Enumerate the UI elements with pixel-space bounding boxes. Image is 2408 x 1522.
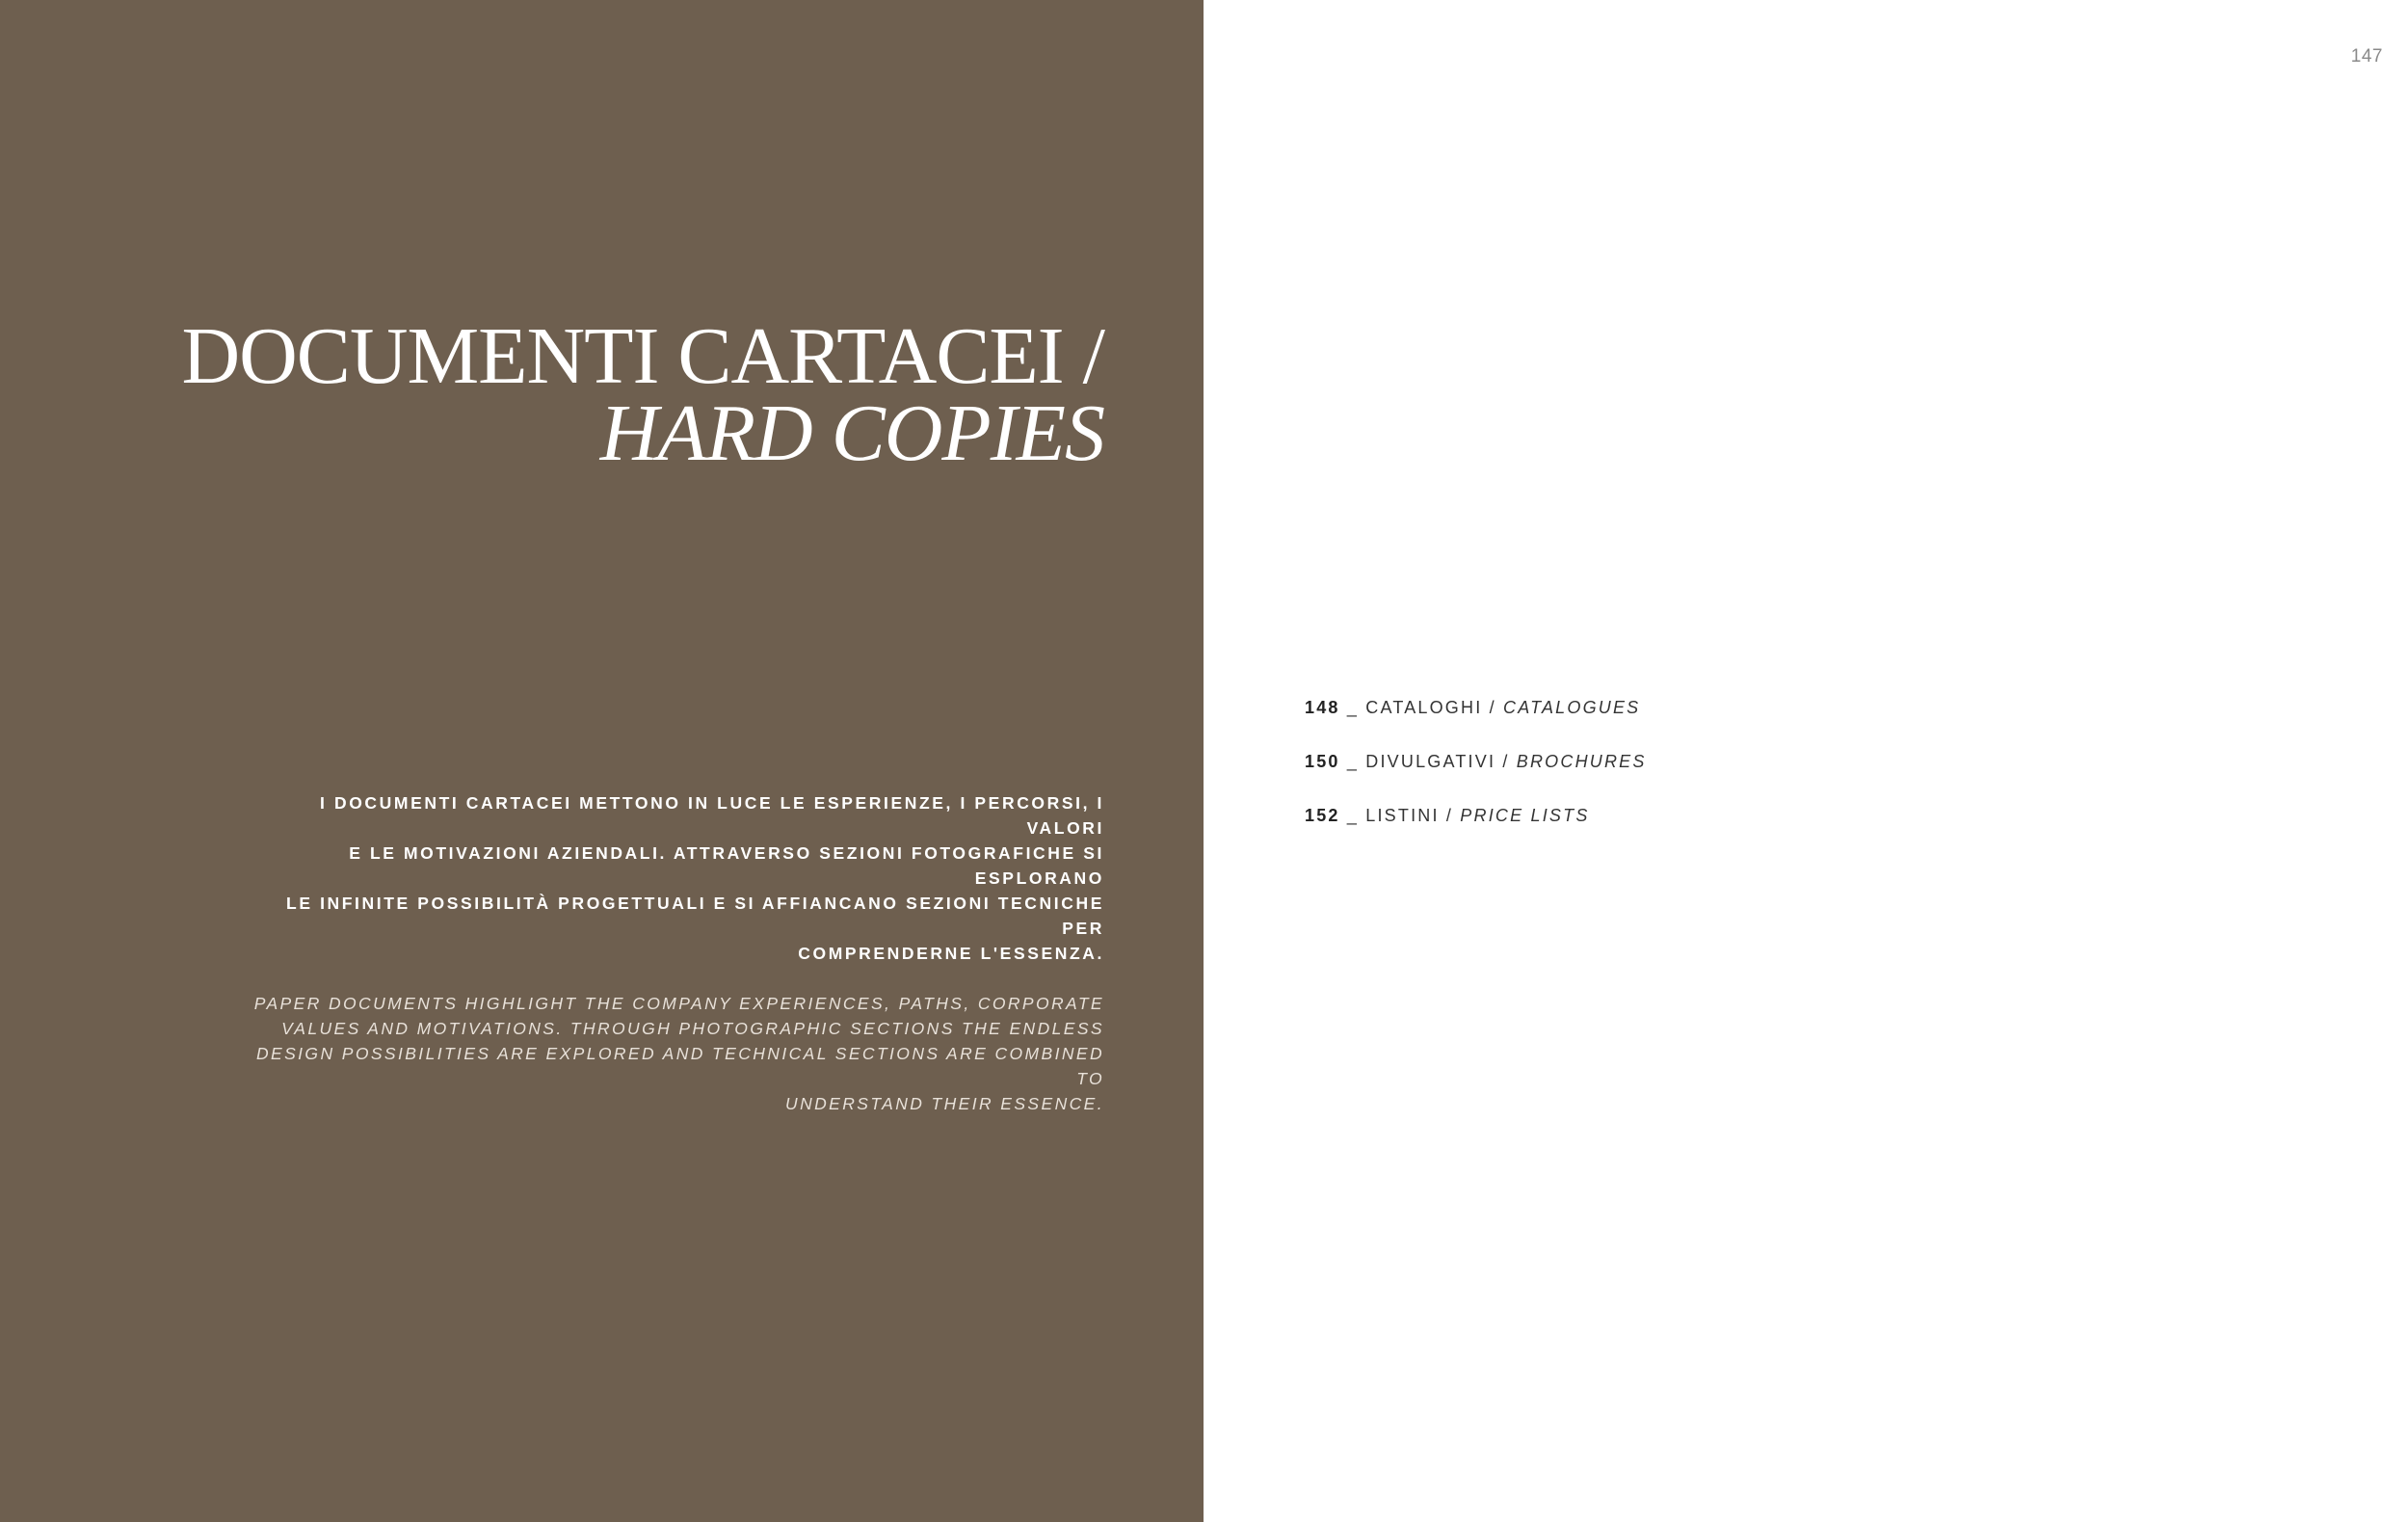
toc-separator: _: [1339, 698, 1366, 717]
toc-separator: _: [1339, 752, 1366, 771]
section-description: [237, 790, 1104, 1116]
right-page: [1204, 0, 2408, 1522]
description-english-line: DESIGN POSSIBILITIES ARE EXPLORED AND TECHNICAL SECTIONS ARE COMBINED TO: [255, 1044, 1104, 1088]
toc-label-italian: DIVULGATIVI: [1365, 752, 1496, 771]
toc-page-number: 150: [1305, 752, 1340, 771]
toc-separator: _: [1339, 806, 1366, 825]
description-english: [237, 991, 1104, 1116]
page-number: 147: [2350, 46, 2383, 67]
title-english: HARD COPIES: [599, 388, 1104, 478]
description-italian-line: I DOCUMENTI CARTACEI METTONO IN LUCE LE ESPERIENZE, I PERCORSI, I VALORI: [320, 793, 1104, 838]
description-italian-line: E LE MOTIVAZIONI AZIENDALI. ATTRAVERSO SEZIONI FOTOGRAFICHE SI ESPLORANO: [349, 843, 1104, 888]
toc-label-italian: CATALOGHI: [1365, 698, 1483, 717]
toc-slash: /: [1439, 806, 1461, 825]
toc-slash: /: [1495, 752, 1517, 771]
toc-label-english: PRICE LISTS: [1460, 806, 1590, 825]
description-italian-line: COMPRENDERNE L'ESSENZA.: [798, 944, 1104, 963]
description-italian-line: LE INFINITE POSSIBILITÀ PROGETTUALI E SI AFFIANCANO SEZIONI TECNICHE PER: [286, 894, 1104, 938]
description-english-line: PAPER DOCUMENTS HIGHLIGHT THE COMPANY EXPERIENCES, PATHS, CORPORATE: [253, 994, 1104, 1013]
section-title: [181, 311, 1104, 478]
toc-label-english: BROCHURES: [1516, 752, 1647, 771]
table-of-contents: [1305, 692, 1647, 854]
toc-label-italian: LISTINI: [1365, 806, 1440, 825]
toc-item-catalogues[interactable]: [1305, 692, 1647, 746]
description-english-line: UNDERSTAND THEIR ESSENCE.: [785, 1094, 1104, 1113]
title-italian: DOCUMENTI CARTACEI /: [181, 311, 1104, 401]
toc-page-number: 152: [1305, 806, 1340, 825]
toc-item-brochures[interactable]: [1305, 746, 1647, 800]
description-english-line: VALUES AND MOTIVATIONS. THROUGH PHOTOGRAPHIC SECTIONS THE ENDLESS: [281, 1019, 1104, 1038]
toc-page-number: 148: [1305, 698, 1340, 717]
description-italian: [237, 790, 1104, 966]
toc-label-english: CATALOGUES: [1503, 698, 1641, 717]
toc-slash: /: [1482, 698, 1504, 717]
toc-item-price-lists[interactable]: [1305, 800, 1647, 854]
